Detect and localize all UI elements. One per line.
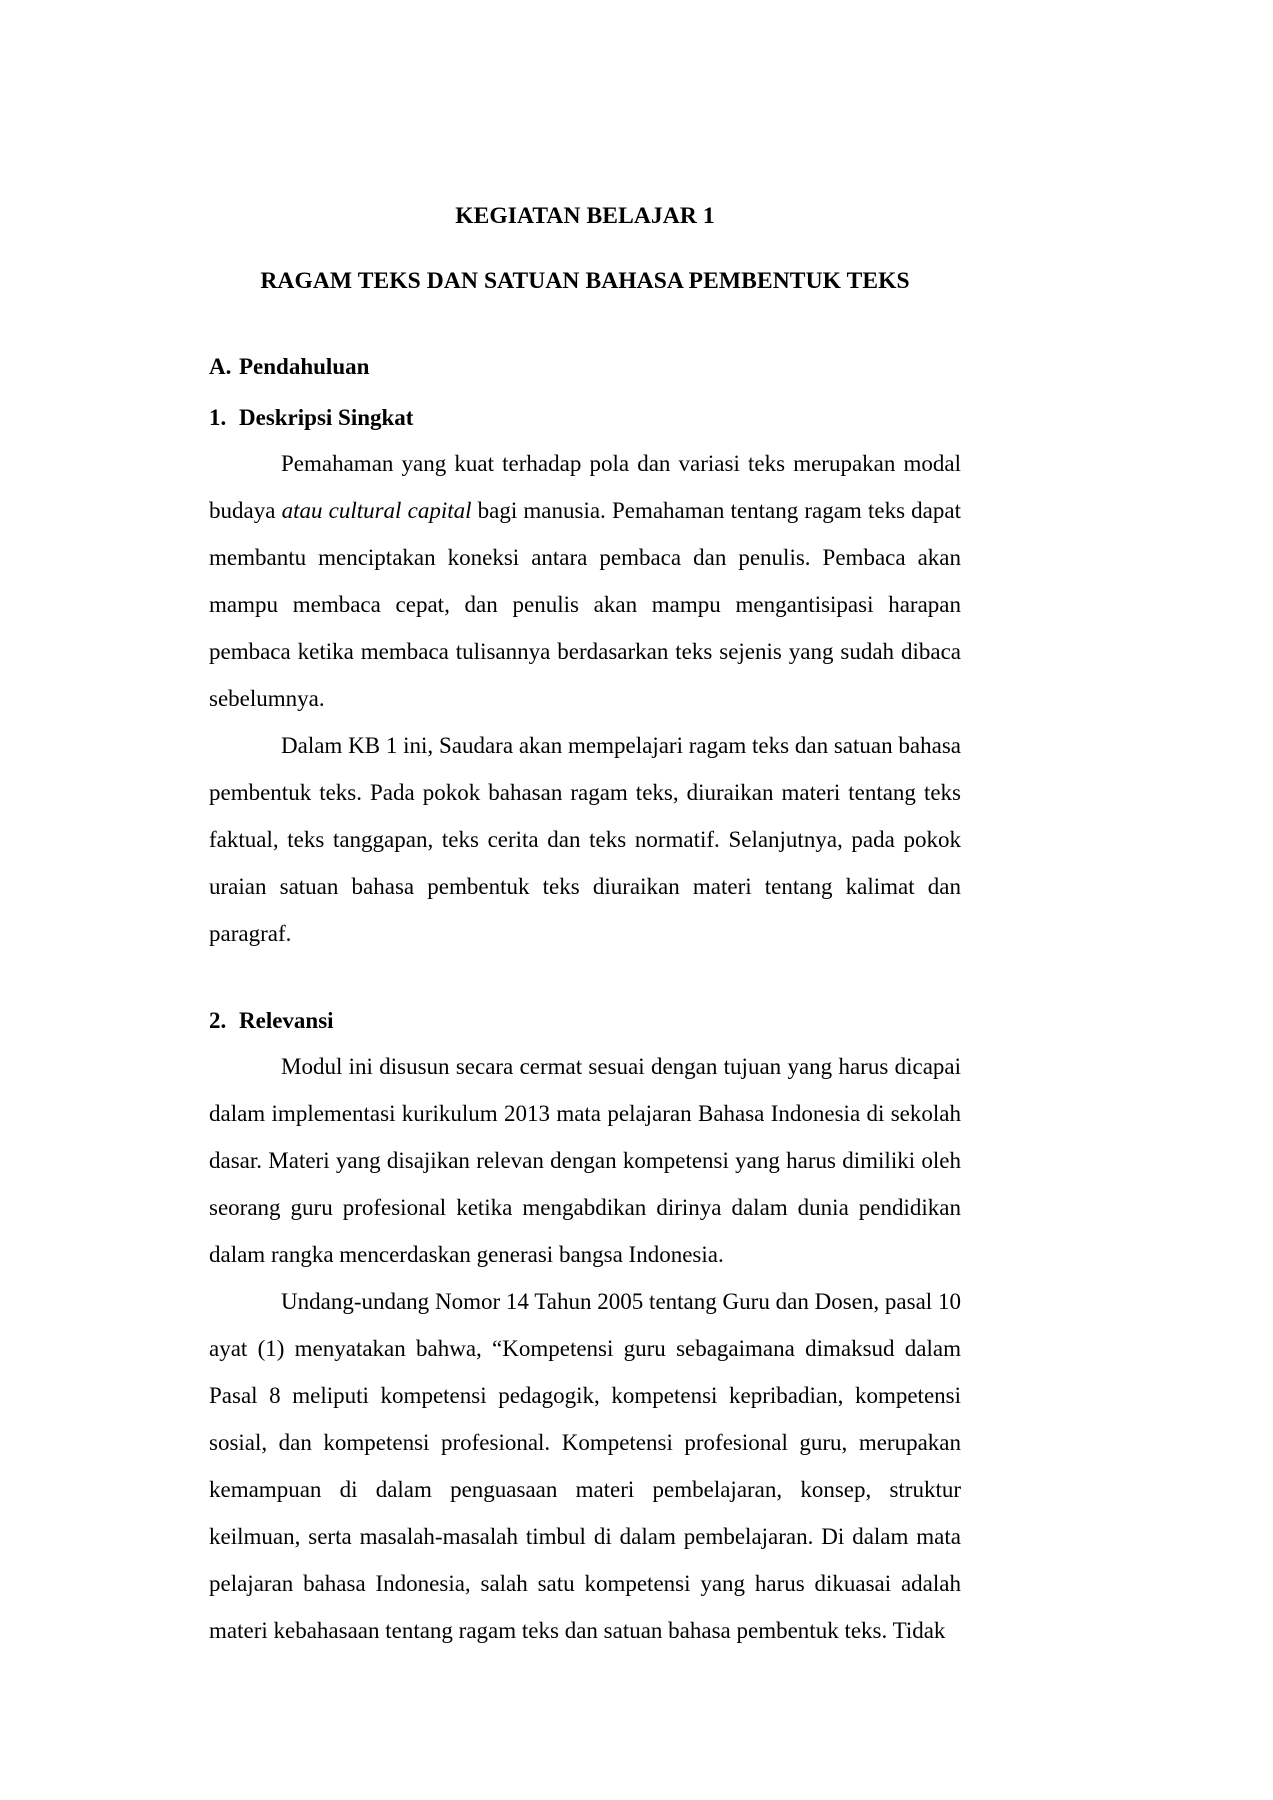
section-pendahuluan — [209, 355, 961, 378]
paragraph-deskripsi-1-lead: Pemahaman yang kuat terhadap pola dan variasi teks merupakan modal budaya — [209, 451, 961, 523]
heading-relevansi — [209, 1009, 961, 1032]
paragraph-deskripsi-1 — [209, 440, 961, 722]
page-content — [209, 0, 961, 1654]
heading-deskripsi-singkat — [209, 406, 961, 429]
title-block — [209, 0, 961, 293]
paragraph-relevansi-2: Undang-undang Nomor 14 Tahun 2005 tentang Guru dan Dosen, pasal 10 ayat (1) menyatakan bahwa, “Kompetensi guru sebagaimana dimaksud dalam Pasal 8 meliputi kompetensi pedagogik, kompetensi kepribadian, kompetensi sosial, dan kompetensi profesional. Kompetensi profesional guru, merupakan kemampuan di dalam penguasaan materi pembelajaran, konsep, struktur keilmuan, serta masalah-masalah timbul di dalam pembelajaran. Di dalam mata pelajaran bahasa Indonesia, salah satu kompetensi yang harus dikuasai adalah materi kebahasaan tentang ragam teks dan satuan bahasa pembentuk teks. Tidak — [209, 1289, 961, 1643]
heading-deskripsi-singkat-label: Deskripsi Singkat — [239, 405, 414, 430]
document-subtitle: RAGAM TEKS DAN SATUAN BAHASA PEMBENTUK TEKS — [260, 267, 910, 294]
paragraph-deskripsi-2: Dalam KB 1 ini, Saudara akan mempelajari ragam teks dan satuan bahasa pembentuk teks. Pada pokok bahasan ragam teks, diuraikan materi tentang teks faktual, teks tanggapan, teks cerita dan teks normatif. Selanjutnya, pada pokok uraian satuan bahasa pembentuk teks diuraikan materi tentang kalimat dan paragraf. — [209, 733, 961, 946]
subsection-relevansi — [209, 1009, 961, 1654]
paragraph-relevansi-1: Modul ini disusun secara cermat sesuai dengan tujuan yang harus dicapai dalam implementasi kurikulum 2013 mata pelajaran Bahasa Indonesia di sekolah dasar. Materi yang disajikan relevan dengan kompetensi yang harus dimiliki oleh seorang guru profesional ketika mengabdikan dirinya dalam dunia pendidikan dalam rangka mencerdaskan generasi bangsa Indonesia. — [209, 1054, 961, 1267]
heading-relevansi-number: 2. — [209, 1008, 227, 1033]
heading-pendahuluan-label: Pendahuluan — [239, 354, 370, 379]
heading-pendahuluan — [209, 355, 961, 378]
document-title: KEGIATAN BELAJAR 1 — [455, 203, 715, 229]
paragraph-deskripsi-1-tail: bagi manusia. Pemahaman tentang ragam teks dapat membantu menciptakan koneksi antara pembaca dan penulis. Pembaca akan mampu membaca cepat, dan penulis akan mampu mengantisipasi harapan pembaca ketika membaca tulisannya berdasarkan teks sejenis yang sudah dibaca sebelumnya. — [209, 498, 961, 711]
paragraph-deskripsi-1-italic-term: atau cultural capital — [281, 498, 472, 523]
heading-deskripsi-singkat-number: 1. — [209, 405, 227, 430]
heading-relevansi-label: Relevansi — [239, 1008, 334, 1033]
subsection-deskripsi-singkat — [209, 406, 961, 957]
heading-pendahuluan-letter: A. — [209, 354, 232, 379]
